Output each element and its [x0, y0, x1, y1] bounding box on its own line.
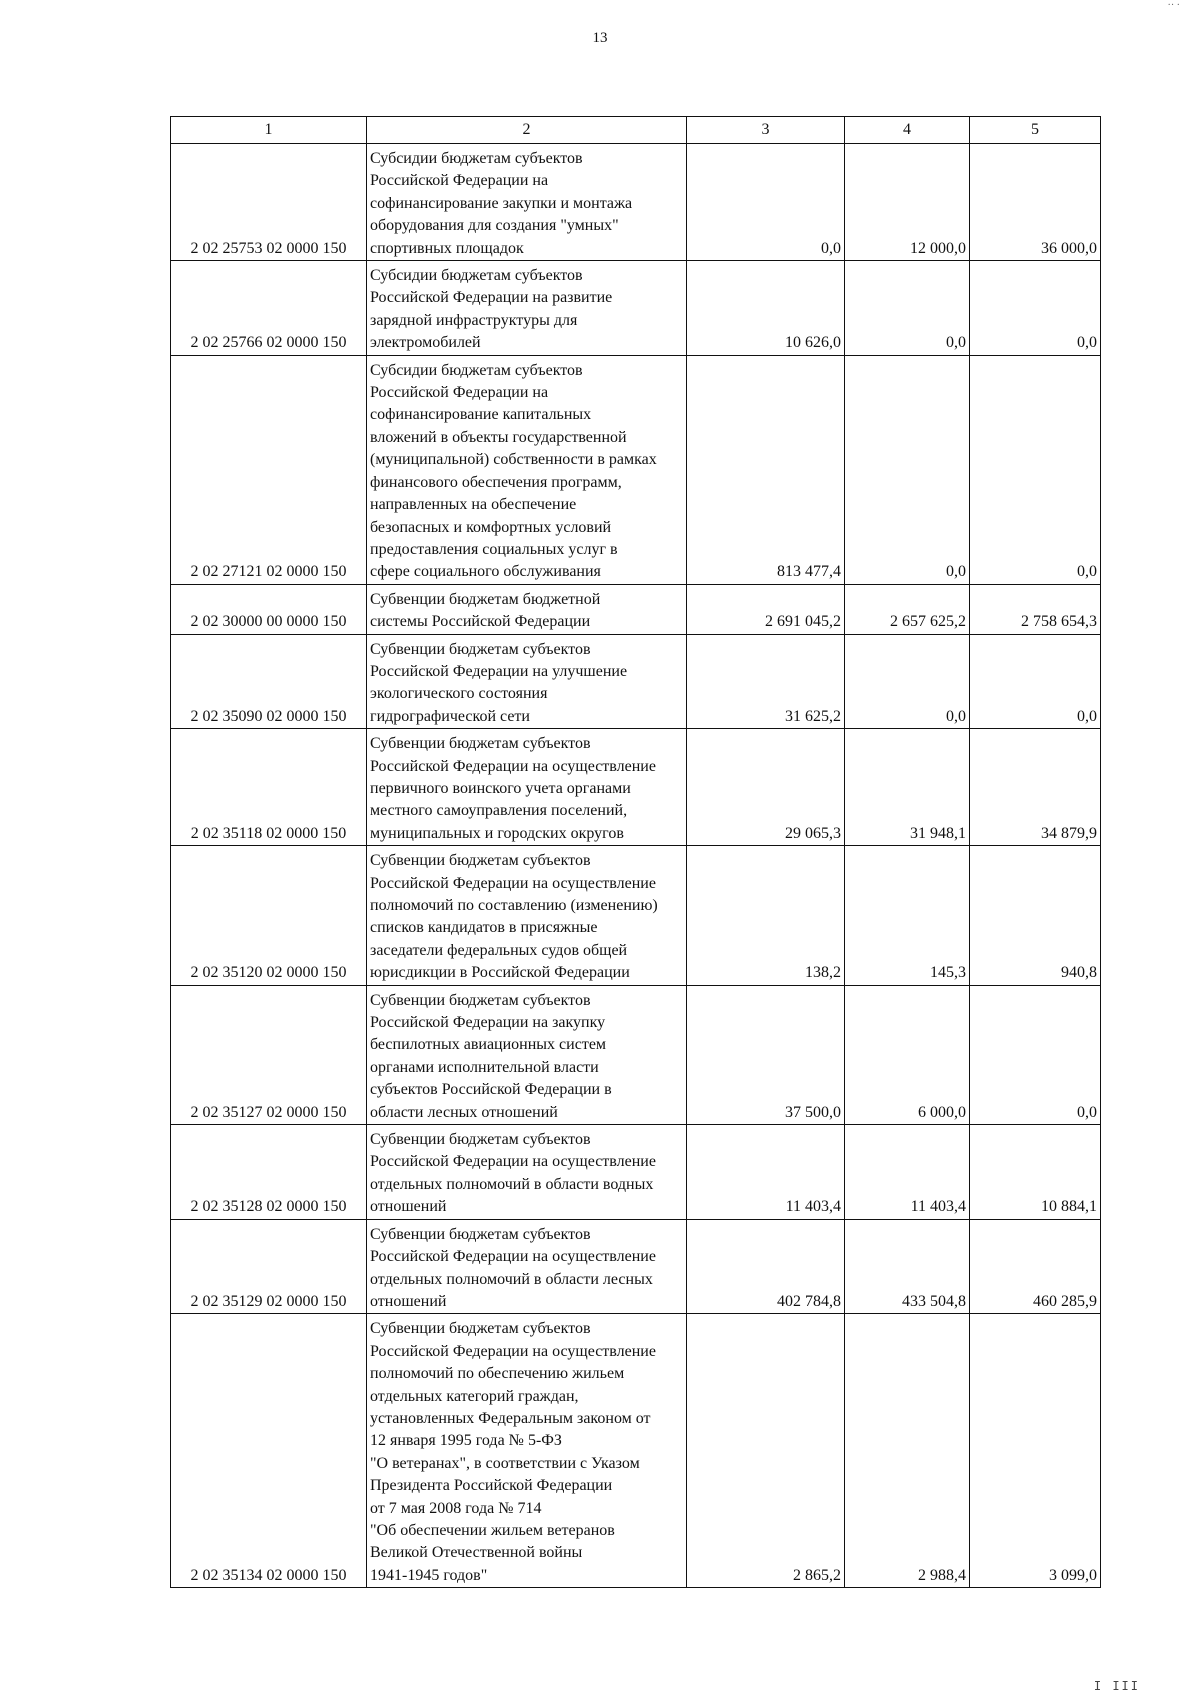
- column-header-value-1: 3: [687, 117, 845, 144]
- table-row: [171, 584, 1101, 634]
- description-cell: Субвенции бюджетам субъектов Российской Федерации на осуществление полномочий по обеспечению жильем отдельных категорий граждан, установленных Федеральным законом от 12 января 1995 года № 5-ФЗ "О ветеранах", в соответствии с Указом Президента Российской Федерации от 7 мая 2008 года № 714 "Об обеспечении жильем ветеранов Великой Отечественной войны 1941-1945 годов": [367, 1314, 687, 1588]
- budget-code-cell: 2 02 27121 02 0000 150: [171, 355, 367, 584]
- budget-code-cell: 2 02 30000 00 0000 150: [171, 584, 367, 634]
- description-cell: Субсидии бюджетам субъектов Российской Федерации на развитие зарядной инфраструктуры для электромобилей: [367, 261, 687, 356]
- budget-code-cell: 2 02 25766 02 0000 150: [171, 261, 367, 356]
- scan-corner-marks: I III: [1093, 1679, 1140, 1693]
- value-cell-1: 29 065,3: [687, 729, 845, 846]
- value-cell-3: 0,0: [970, 261, 1101, 356]
- value-cell-3: 460 285,9: [970, 1219, 1101, 1314]
- description-cell: Субсидии бюджетам субъектов Российской Федерации на софинансирование капитальных вложений в объекты государственной (муниципальной) собственности в рамках финансового обеспечения программ, направленных на обеспечение безопасных и комфортных условий предоставления социальных услуг в сфере социального обслуживания: [367, 355, 687, 584]
- table-row: [171, 1219, 1101, 1314]
- value-cell-3: 0,0: [970, 355, 1101, 584]
- value-cell-2: 0,0: [845, 634, 970, 729]
- value-cell-2: 2 657 625,2: [845, 584, 970, 634]
- value-cell-1: 11 403,4: [687, 1125, 845, 1220]
- budget-code-cell: 2 02 35120 02 0000 150: [171, 846, 367, 985]
- description-cell: Субвенции бюджетам субъектов Российской Федерации на осуществление первичного воинского учета органами местного самоуправления поселений, муниципальных и городских округов: [367, 729, 687, 846]
- column-header-name: 2: [367, 117, 687, 144]
- description-cell: Субсидии бюджетам субъектов Российской Федерации на софинансирование закупки и монтажа оборудования для создания "умных" спортивных площадок: [367, 144, 687, 261]
- value-cell-3: 2 758 654,3: [970, 584, 1101, 634]
- budget-code-cell: 2 02 35118 02 0000 150: [171, 729, 367, 846]
- value-cell-2: 6 000,0: [845, 985, 970, 1124]
- description-cell: Субвенции бюджетам субъектов Российской Федерации на осуществление отдельных полномочий в области лесных отношений: [367, 1219, 687, 1314]
- value-cell-2: 433 504,8: [845, 1219, 970, 1314]
- value-cell-1: 37 500,0: [687, 985, 845, 1124]
- value-cell-2: 2 988,4: [845, 1314, 970, 1588]
- table-row: [171, 355, 1101, 584]
- value-cell-1: 0,0: [687, 144, 845, 261]
- table-row: [171, 144, 1101, 261]
- table-row: [171, 846, 1101, 985]
- value-cell-3: 3 099,0: [970, 1314, 1101, 1588]
- value-cell-2: 0,0: [845, 261, 970, 356]
- budget-code-cell: 2 02 35128 02 0000 150: [171, 1125, 367, 1220]
- value-cell-3: 940,8: [970, 846, 1101, 985]
- column-header-code: 1: [171, 117, 367, 144]
- table-row: [171, 1314, 1101, 1588]
- budget-code-cell: 2 02 35127 02 0000 150: [171, 985, 367, 1124]
- description-cell: Субвенции бюджетам бюджетной системы Российской Федерации: [367, 584, 687, 634]
- value-cell-1: 31 625,2: [687, 634, 845, 729]
- column-header-value-2: 4: [845, 117, 970, 144]
- value-cell-1: 813 477,4: [687, 355, 845, 584]
- value-cell-3: 0,0: [970, 985, 1101, 1124]
- table-row: [171, 261, 1101, 356]
- table-row: [171, 634, 1101, 729]
- value-cell-3: 34 879,9: [970, 729, 1101, 846]
- budget-code-cell: 2 02 25753 02 0000 150: [171, 144, 367, 261]
- budget-table: [170, 116, 1101, 1588]
- value-cell-1: 402 784,8: [687, 1219, 845, 1314]
- header-row: [171, 117, 1101, 144]
- value-cell-1: 10 626,0: [687, 261, 845, 356]
- budget-code-cell: 2 02 35134 02 0000 150: [171, 1314, 367, 1588]
- value-cell-2: 31 948,1: [845, 729, 970, 846]
- page-number: 13: [592, 30, 608, 46]
- value-cell-2: 0,0: [845, 355, 970, 584]
- description-cell: Субвенции бюджетам субъектов Российской Федерации на улучшение экологического состояния гидрографической сети: [367, 634, 687, 729]
- column-header-value-3: 5: [970, 117, 1101, 144]
- description-cell: Субвенции бюджетам субъектов Российской Федерации на закупку беспилотных авиационных систем органами исполнительной власти субъектов Российской Федерации в области лесных отношений: [367, 985, 687, 1124]
- scan-top-marks: ·· ·: [1167, 0, 1180, 11]
- budget-code-cell: 2 02 35129 02 0000 150: [171, 1219, 367, 1314]
- budget-code-cell: 2 02 35090 02 0000 150: [171, 634, 367, 729]
- table-body: [171, 144, 1101, 1588]
- table-row: [171, 1125, 1101, 1220]
- value-cell-2: 12 000,0: [845, 144, 970, 261]
- value-cell-3: 10 884,1: [970, 1125, 1101, 1220]
- table-row: [171, 729, 1101, 846]
- value-cell-1: 138,2: [687, 846, 845, 985]
- value-cell-3: 0,0: [970, 634, 1101, 729]
- description-cell: Субвенции бюджетам субъектов Российской Федерации на осуществление отдельных полномочий в области водных отношений: [367, 1125, 687, 1220]
- value-cell-1: 2 865,2: [687, 1314, 845, 1588]
- value-cell-3: 36 000,0: [970, 144, 1101, 261]
- table-row: [171, 985, 1101, 1124]
- description-cell: Субвенции бюджетам субъектов Российской Федерации на осуществление полномочий по составлению (изменению) списков кандидатов в присяжные заседатели федеральных судов общей юрисдикции в Российской Федерации: [367, 846, 687, 985]
- value-cell-2: 11 403,4: [845, 1125, 970, 1220]
- value-cell-1: 2 691 045,2: [687, 584, 845, 634]
- value-cell-2: 145,3: [845, 846, 970, 985]
